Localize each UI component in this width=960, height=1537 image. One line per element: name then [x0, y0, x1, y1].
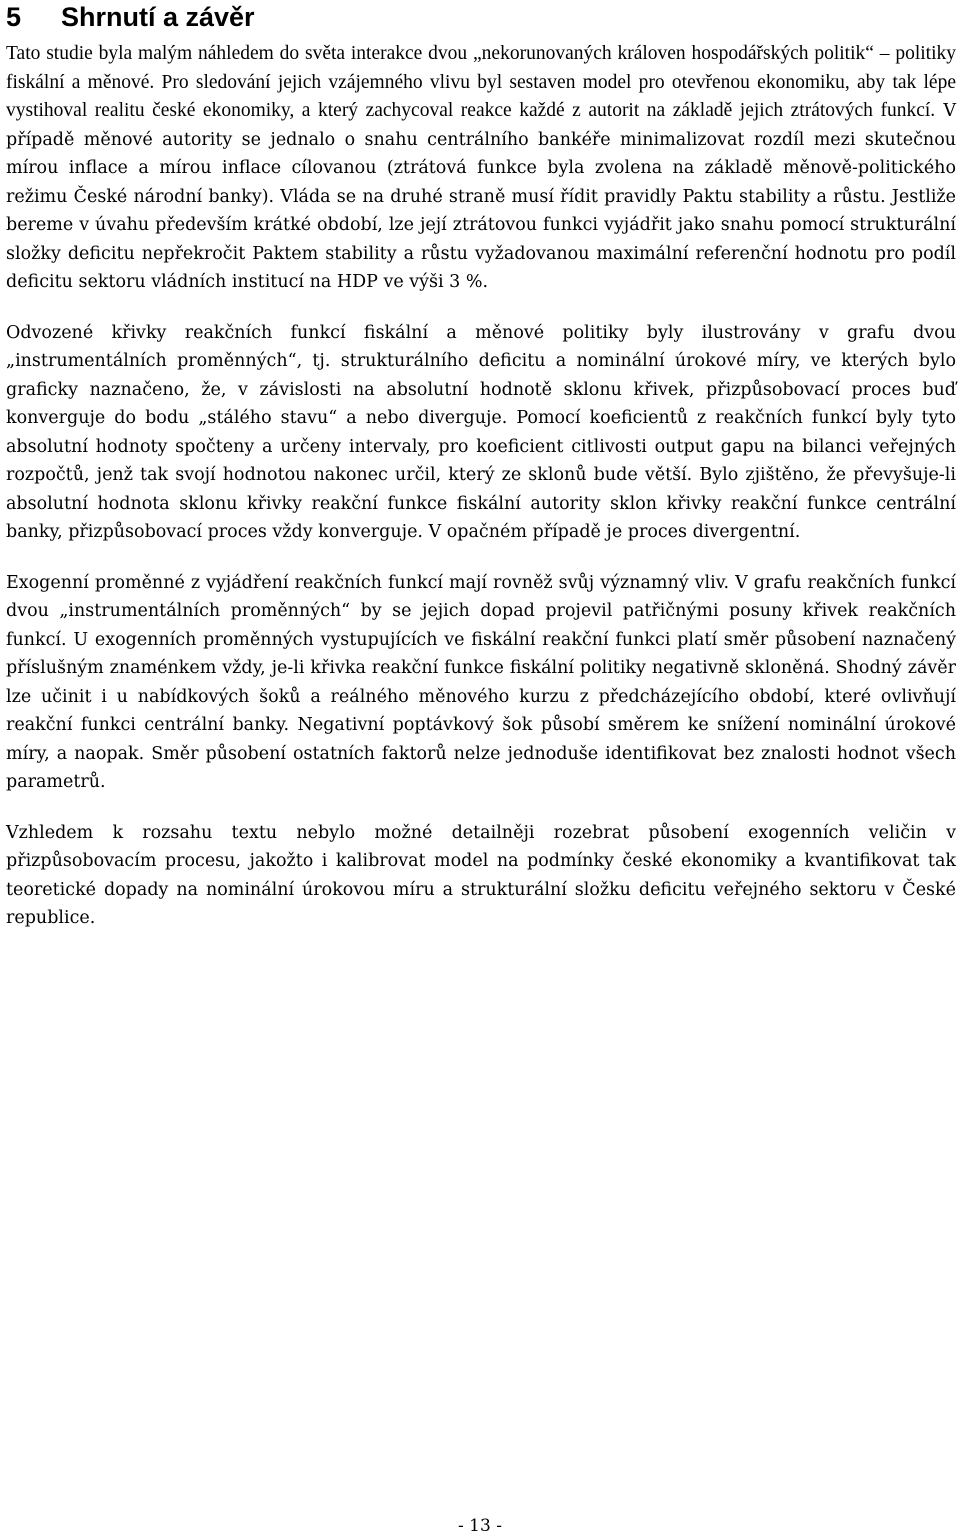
paragraph-summary-rest: V případě měnové autority se jednalo o snahu centrálního bankéře minimalizovat rozdíl mezi skutečnou mírou inflace a mírou inflace cílovanou (ztrátová funkce byla zvolena na základě měnově-politického režimu České národní banky). Vláda se na druhé straně musí řídit pravidly Paktu stability a růstu. Jestliže bereme v úvahu především krátké období, lze její ztrátovou funkci vyjádřit jako snahu pomocí strukturální složky deficitu nepřekročit Paktem stability a růstu vyžadovanou maximální referenční hodnotu pro podíl deficitu sektoru vládních institucí na HDP ve výši 3 %.: [6, 101, 957, 292]
paragraph-exogenous-variables: Exogenní proměnné z vyjádření reakčních funkcí mají rovněž svůj významný vliv. V grafu reakčních funkcí dvou „instrumentálních proměnných“ by se jejich dopad projevil patřičnými posuny křivek reakčních funkcí. U exogenních proměnných vystupujících ve fiskální reakční funkci platí směr působení naznačený příslušným znaménkem vždy, je-li křivka reakční funkce fiskální politiky negativně skloněná. Shodný závěr lze učinit i u nabídkových šoků a reálného měnového kurzu z předcházejícího období, které ovlivňují reakční funkci centrální banky. Negativní poptávkový šok působí směrem ke snížení nominální úrokové míry, a naopak. Směr působení ostatních faktorů nelze jednoduše identifikovat bez znalosti hodnot všech parametrů.: [6, 572, 956, 792]
paragraph-reaction-curves: Odvozené křivky reakčních funkcí fiskální a měnové politiky byly ilustrovány v grafu dvou „instrumentálních proměnných“, tj. strukturálního deficitu a nominální úrokové míry, ve kterých bylo graficky naznačeno, že, v závislosti na absolutní hodnotě sklonu křivek, přizpůsobovací proces buď konverguje do bodu „stálého stavu“ a nebo diverguje. Pomocí koeficientů z reakčních funkcí byly tyto absolutní hodnoty spočteny a určeny intervaly, pro koeficient citlivosti output gapu na bilanci veřejných rozpočtů, jenž tak svojí hodnotou nakonec určil, který ze sklonů bude větší. Bylo zjištěno, že převyšuje-li absolutní hodnota sklonu křivky reakční funkce fiskální autority sklon křivky reakční funkce centrální banky, přizpůsobovací proces vždy konverguje. V opačném případě je proces divergentní.: [6, 322, 956, 542]
document-page: [6, 0, 956, 933]
page-number: - 13 -: [458, 1516, 502, 1536]
section-number: 5: [6, 2, 22, 32]
section-title: Shrnutí a závěr: [61, 2, 255, 32]
paragraph-summary-lead: Tato studie byla malým náhledem do světa interakce dvou „nekorunovaných královen hospodářských politik“ – politiky fiskální a měnové. Pro sledování jejich vzájemného vlivu byl sestaven model pro otevřenou ekonomiku, aby tak lépe vystihoval realitu české ekonomiky, a který zachycoval reakce každé z autorit na základě jejich ztrátových funkcí.: [6, 43, 956, 121]
paragraph-summary: [6, 40, 956, 297]
section-heading: [6, 0, 956, 34]
paragraph-limitations: Vzhledem k rozsahu textu nebylo možné detailněji rozebrat působení exogenních veličin v přizpůsobovacím procesu, jakožto i kalibrovat model na podmínky české ekonomiky a kvantifikovat tak teoretické dopady na nominální úrokovou míru a strukturální složku deficitu veřejného sektoru v České republice.: [6, 822, 956, 928]
